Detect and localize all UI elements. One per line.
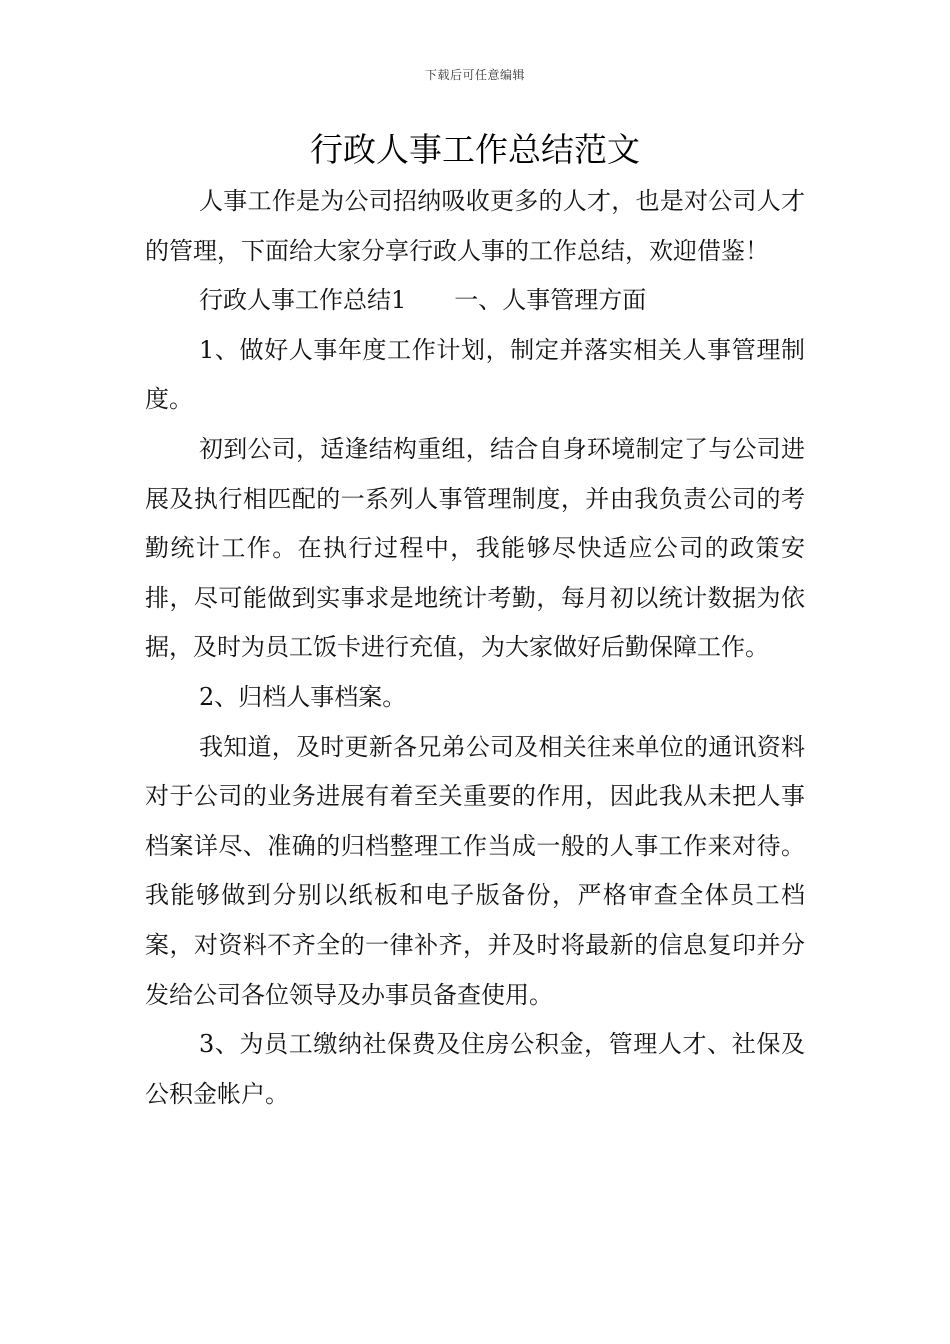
section-subheading: 一、人事管理方面 <box>454 286 647 315</box>
section-heading: 行政人事工作总结1 <box>199 286 407 315</box>
item2-heading: 2、归档人事档案。 <box>199 682 407 711</box>
section-heading-line <box>145 276 805 326</box>
item1-heading: 1、做好人事年度工作计划，制定并落实相关人事管理制度。 <box>145 335 805 414</box>
document-body <box>145 177 805 1119</box>
item2-body: 我知道，及时更新各兄弟公司及相关往来单位的通讯资料对于公司的业务进展有着至关重要的作用，因此我从未把人事档案详尽、准确的归档整理工作当成一般的人事工作来对待。我能够做到分别以纸板和电子版备份，严格审查全体员工档案，对资料不齐全的一律补齐，并及时将最新的信息复印并分发给公司各位领导及办事员备查使用。 <box>145 732 805 1009</box>
item3-heading: 3、为员工缴纳社保费及住房公积金，管理人才、社保及公积金帐户。 <box>145 1030 805 1108</box>
header-note: 下载后可任意编辑 <box>424 68 525 82</box>
document-title: 行政人事工作总结范文 <box>310 130 640 169</box>
intro-paragraph: 人事工作是为公司招纳吸收更多的人才，也是对公司人才的管理，下面给大家分享行政人事的工作总结，欢迎借鉴！ <box>145 187 805 265</box>
item1-body: 初到公司，适逢结构重组，结合自身环境制定了与公司进展及执行相匹配的一系列人事管理制度，并由我负责公司的考勤统计工作。在执行过程中，我能够尽快适应公司的政策安排，尽可能做到实事求是地统计考勤，每月初以统计数据为依据，及时为员工饭卡进行充值，为大家做好后勤保障工作。 <box>145 434 805 662</box>
